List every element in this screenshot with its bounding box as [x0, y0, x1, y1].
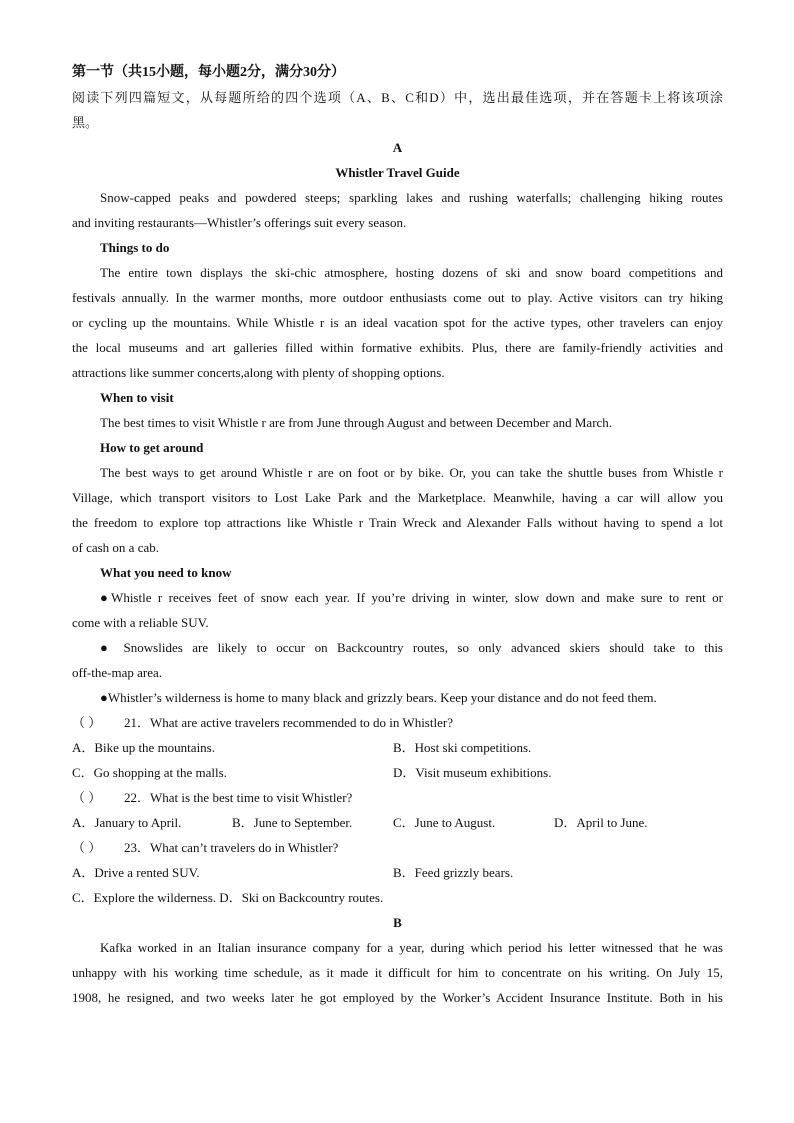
option-b: B．Host ski competitions. [393, 740, 532, 755]
paragraph-line: The best ways to get around Whistle r are on foot or by bike. Or, you can take the shuttle buses from Whistle r [100, 465, 723, 480]
subheading-what-you-need-to-know: What you need to know [100, 565, 232, 580]
paragraph-line: of cash on a cab. [72, 540, 159, 555]
paragraph-line: off-the-map area. [72, 665, 162, 680]
options-row [72, 885, 723, 910]
option-a: A．Drive a rented SUV. [72, 865, 200, 880]
paragraph-line: and inviting restaurants—Whistler’s offerings suit every season. [72, 215, 407, 230]
question-23 [72, 835, 723, 860]
bullet-icon: ● [100, 640, 115, 655]
passage-title: Whistler Travel Guide [335, 165, 460, 180]
option-c: C．June to August. [393, 815, 496, 830]
question-stem: 22．What is the best time to visit Whistler? [124, 790, 353, 805]
subheading-things-to-do: Things to do [100, 240, 170, 255]
paragraph-line: the local museums and art galleries filled within formative exhibits. Plus, there are family-friendly activities and [72, 340, 723, 355]
paragraph-line: or cycling up the mountains. While Whistle r is an ideal vacation spot for the active types, other travelers can enjoy [72, 315, 723, 330]
options-row [72, 735, 723, 760]
bullet-line [72, 685, 723, 710]
paragraph-line: unhappy with his working time schedule, as it made it difficult for him to concentrate on his writing. On July 15, [72, 965, 723, 980]
bullet-icon: ● [100, 590, 112, 605]
section-title: 第一节（共15小题，每小题2分，满分30分） [72, 65, 345, 80]
paragraph-line: festivals annually. In the warmer months, more outdoor enthusiasts come out to play. Active visitors can try hiking [72, 290, 723, 305]
question-22 [72, 785, 723, 810]
passage-letter-a: A [392, 140, 403, 155]
bullet-line [72, 635, 723, 660]
bullet-text: Whistler’s wilderness is home to many black and grizzly bears. Keep your distance and do not feed them. [107, 690, 657, 705]
exam-page [72, 60, 723, 1010]
options-row [72, 810, 723, 835]
option-b: B．June to September. [232, 815, 353, 830]
bullet-text: Whistle r receives feet of snow each year. If you’re driving in winter, slow down and make sure to rent or [111, 590, 723, 605]
paragraph-line: The best times to visit Whistle r are from June through August and between December and March. [100, 415, 613, 430]
bullet-line [72, 585, 723, 610]
instruction-line: 黑。 [72, 115, 99, 130]
question-21 [72, 710, 723, 735]
question-stem: 21．What are active travelers recommended to do in Whistler? [124, 715, 453, 730]
paragraph-line: Village, which transport visitors to Lost Lake Park and the Marketplace. Meanwhile, having a car will allow you [72, 490, 723, 505]
paragraph-line: The entire town displays the ski-chic atmosphere, hosting dozens of ski and snow board competitions and [100, 265, 723, 280]
option-a: A．Bike up the mountains. [72, 740, 215, 755]
instruction-line: 阅读下列四篇短文，从每题所给的四个选项（A、B、C和D）中，选出最佳选项，并在答题卡上将该项涂 [72, 90, 723, 105]
option-b: B．Feed grizzly bears. [393, 865, 514, 880]
bullet-text: Snowslides are likely to occur on Backcountry routes, so only advanced skiers should take to this [123, 640, 723, 655]
options-row [72, 760, 723, 785]
paragraph-line: 1908, he resigned, and two weeks later he got employed by the Worker’s Accident Insurance Institute. Both in his [72, 990, 723, 1005]
subheading-when-to-visit: When to visit [100, 390, 174, 405]
options-row [72, 860, 723, 885]
option-c-d: C．Explore the wilderness. D．Ski on Backcountry routes. [72, 890, 384, 905]
bullet-icon: ● [100, 690, 108, 705]
option-d: D．Visit museum exhibitions. [393, 765, 552, 780]
answer-bracket[interactable]: （ ） [72, 715, 102, 730]
paragraph-line: Kafka worked in an Italian insurance company for a year, during which period his letter witnessed that he was [100, 940, 723, 955]
subheading-how-to-get-around: How to get around [100, 440, 204, 455]
passage-letter-b: B [393, 915, 402, 930]
answer-bracket[interactable]: （ ） [72, 840, 102, 855]
option-d: D．April to June. [554, 815, 648, 830]
paragraph-line: come with a reliable SUV. [72, 615, 209, 630]
paragraph-line: attractions like summer concerts,along with plenty of shopping options. [72, 365, 445, 380]
answer-bracket[interactable]: （ ） [72, 790, 102, 805]
option-c: C．Go shopping at the malls. [72, 765, 227, 780]
option-a: A．January to April. [72, 815, 182, 830]
question-stem: 23．What can’t travelers do in Whistler? [124, 840, 339, 855]
paragraph-line: Snow-capped peaks and powdered steeps; sparkling lakes and rushing waterfalls; challenging hiking routes [100, 190, 723, 205]
paragraph-line: the freedom to explore top attractions like Whistle r Train Wreck and Alexander Falls without having to spend a lot [72, 515, 723, 530]
